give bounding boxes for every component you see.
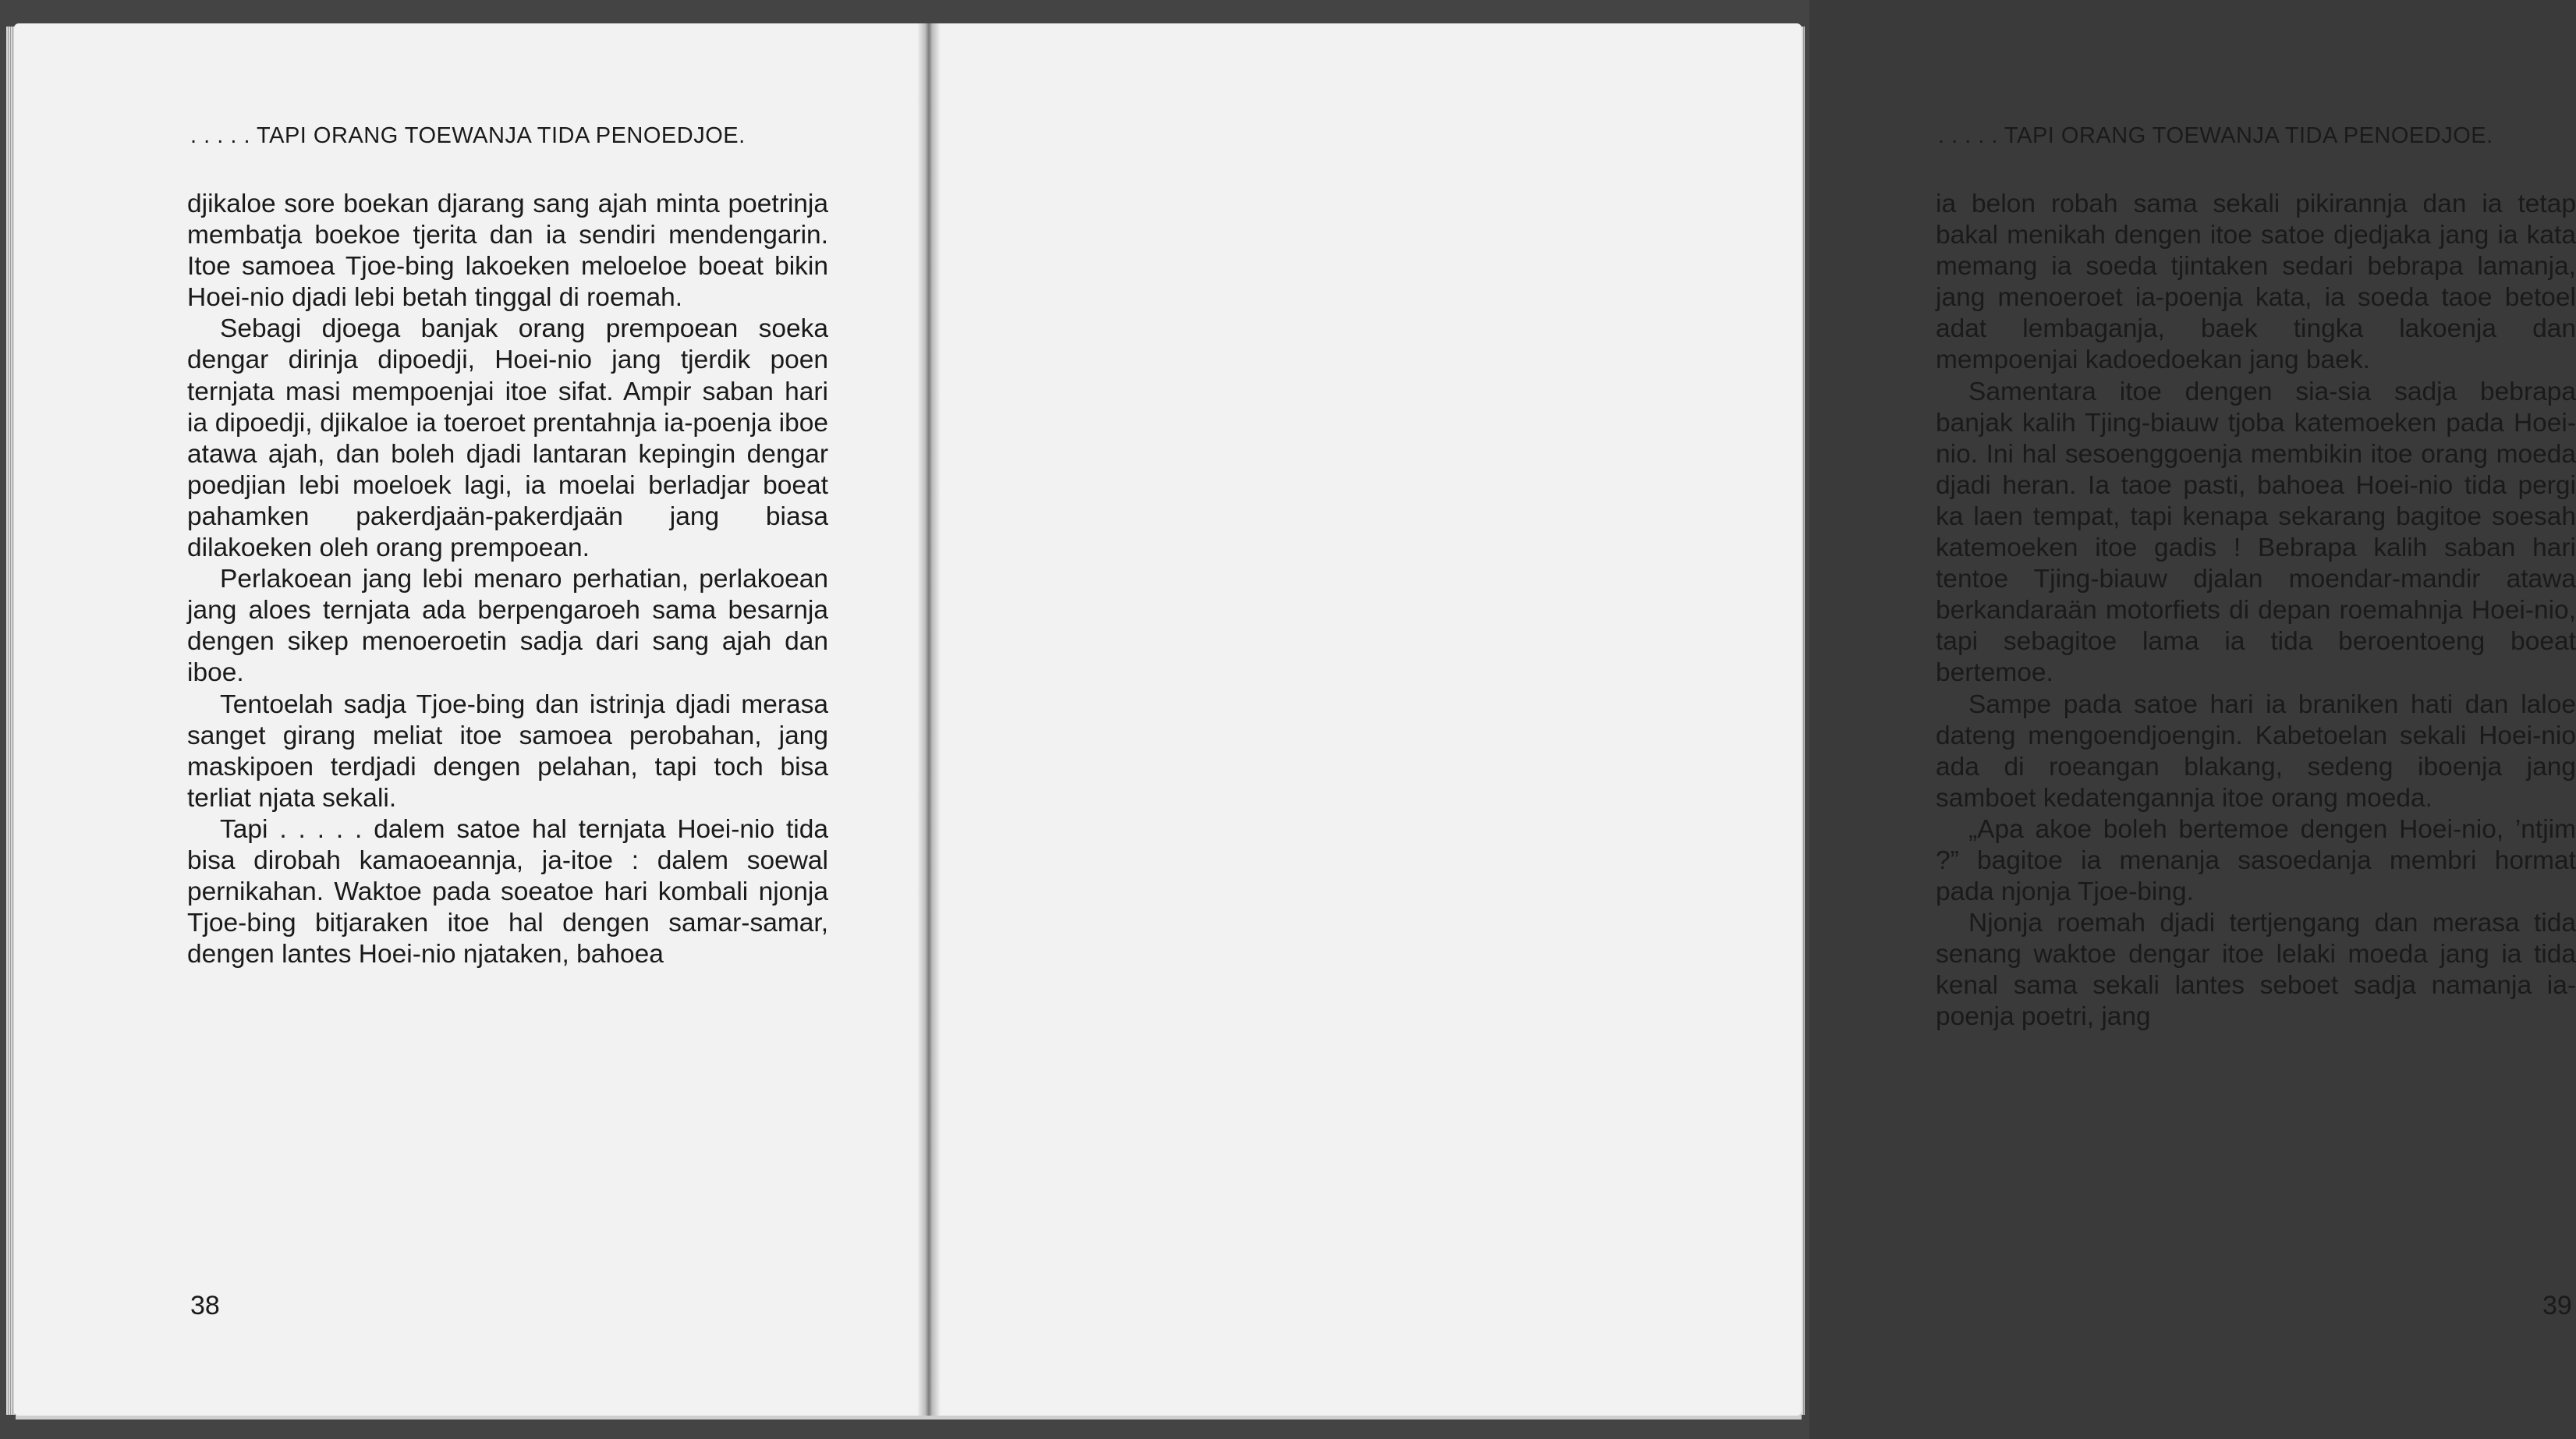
right-page [930,23,2576,1416]
page-number: 39 [2542,1291,2572,1320]
paragraph: Sebagi djoega banjak orang prempoean soeka dengar dirinja dipoedji, Hoei-nio jang tjerdik poen ternjata masi mempoenjai itoe sifat. Ampir saban hari ia dipoedji, djikaloe ia toeroet prentahnja ia-poenja iboe atawa ajah, dan boleh djadi lantaran kepingin dengar poedjian lebi moeloek lagi, ia moelai berladjar boeat pahamken pakerdjaän-pakerdjaän jang biasa dilakoeken oleh orang prempoean. [187,314,828,563]
running-header: . . . . . TAPI ORANG TOEWANJA TIDA PENOEDJOE. [1938,123,2493,148]
page-body [1936,189,2576,1033]
paragraph: Sampe pada satoe hari ia braniken hati dan laloe dateng mengoendjoengin. Kabetoelan sekali Hoei-nio ada di roeangan blakang, sedeng iboenja jang samboet kedatengannja itoe orang moeda. [1936,689,2576,813]
paragraph: djikaloe sore boekan djarang sang ajah minta poetrinja membatja boekoe tjerita dan ia sendiri mendengarin. Itoe samoea Tjoe-bing lakoeken meloeloe boeat bikin Hoei-nio djadi lebi betah tinggal di roemah. [187,190,828,313]
paragraph: Samentara itoe dengen sia-sia sadja bebrapa banjak kalih Tjing-biauw tjoba katemoeken pada Hoei-nio. Ini hal sesoenggoenja membikin itoe orang moeda djadi heran. Ia taoe pasti, bahoea Hoei-nio tida pergi ka laen tempat, tapi kenapa sekarang bagitoe soesah katemoeken itoe gadis ! Bebrapa kalih saban hari tentoe Tjing-biauw djalan moendar-mandir atawa berkandaraän motorfiets di depan roemahnja Hoei-nio, tapi sebagitoe lama ia tida beroentoeng boeat bertemoe. [1936,377,2576,688]
book-gutter [917,23,941,1416]
paragraph: ia belon robah sama sekali pikirannja dan ia tetap bakal menikah dengen itoe satoe djedjaka jang ia kata memang ia soeda tjintaken sedari bebrapa lamanja, jang menoeroet ia-poenja kata, ia soeda taoe betoel adat lembaganja, baek tingka lakoenja dan mempoenjai kadoedoekan jang baek. [1936,190,2576,375]
paragraph: Njonja roemah djadi tertjengang dan merasa tida senang waktoe dengar itoe lelaki moeda jang ia tida kenal sama sekali lantes seboet sadja namanja ia-poenja poetri, jang [1936,909,2576,1032]
page-body [187,189,828,970]
running-header: . . . . . TAPI ORANG TOEWANJA TIDA PENOEDJOE. [190,123,746,148]
paragraph: Tentoelah sadja Tjoe-bing dan istrinja djadi merasa sanget girang meliat itoe samoea perobahan, jang maskipoen terdjadi dengen pelahan, tapi toch bisa terliat njata sekali. [187,689,828,813]
paragraph: Tapi . . . . . dalem satoe hal ternjata Hoei-nio tida bisa dirobah kamaoeannja, ja-itoe : dalem soewal pernikahan. Waktoe pada soeatoe hari kombali njonja Tjoe-bing bitjaraken itoe hal dengen samar-samar, dengen lantes Hoei-nio njataken, bahoea [187,814,828,969]
paragraph: „Apa akoe boleh bertemoe dengen Hoei-nio, ’ntjim ?” bagitoe ia menanja sasoedanja membri hormat pada njonja Tjoe-bing. [1936,814,2576,907]
left-page [14,23,927,1416]
page-number: 38 [190,1291,220,1320]
paragraph: Perlakoean jang lebi menaro perhatian, perlakoean jang aloes ternjata ada berpengaroeh sama besarnja dengen sikep menoeroetin sadja dari sang ajah dan iboe. [187,565,828,688]
